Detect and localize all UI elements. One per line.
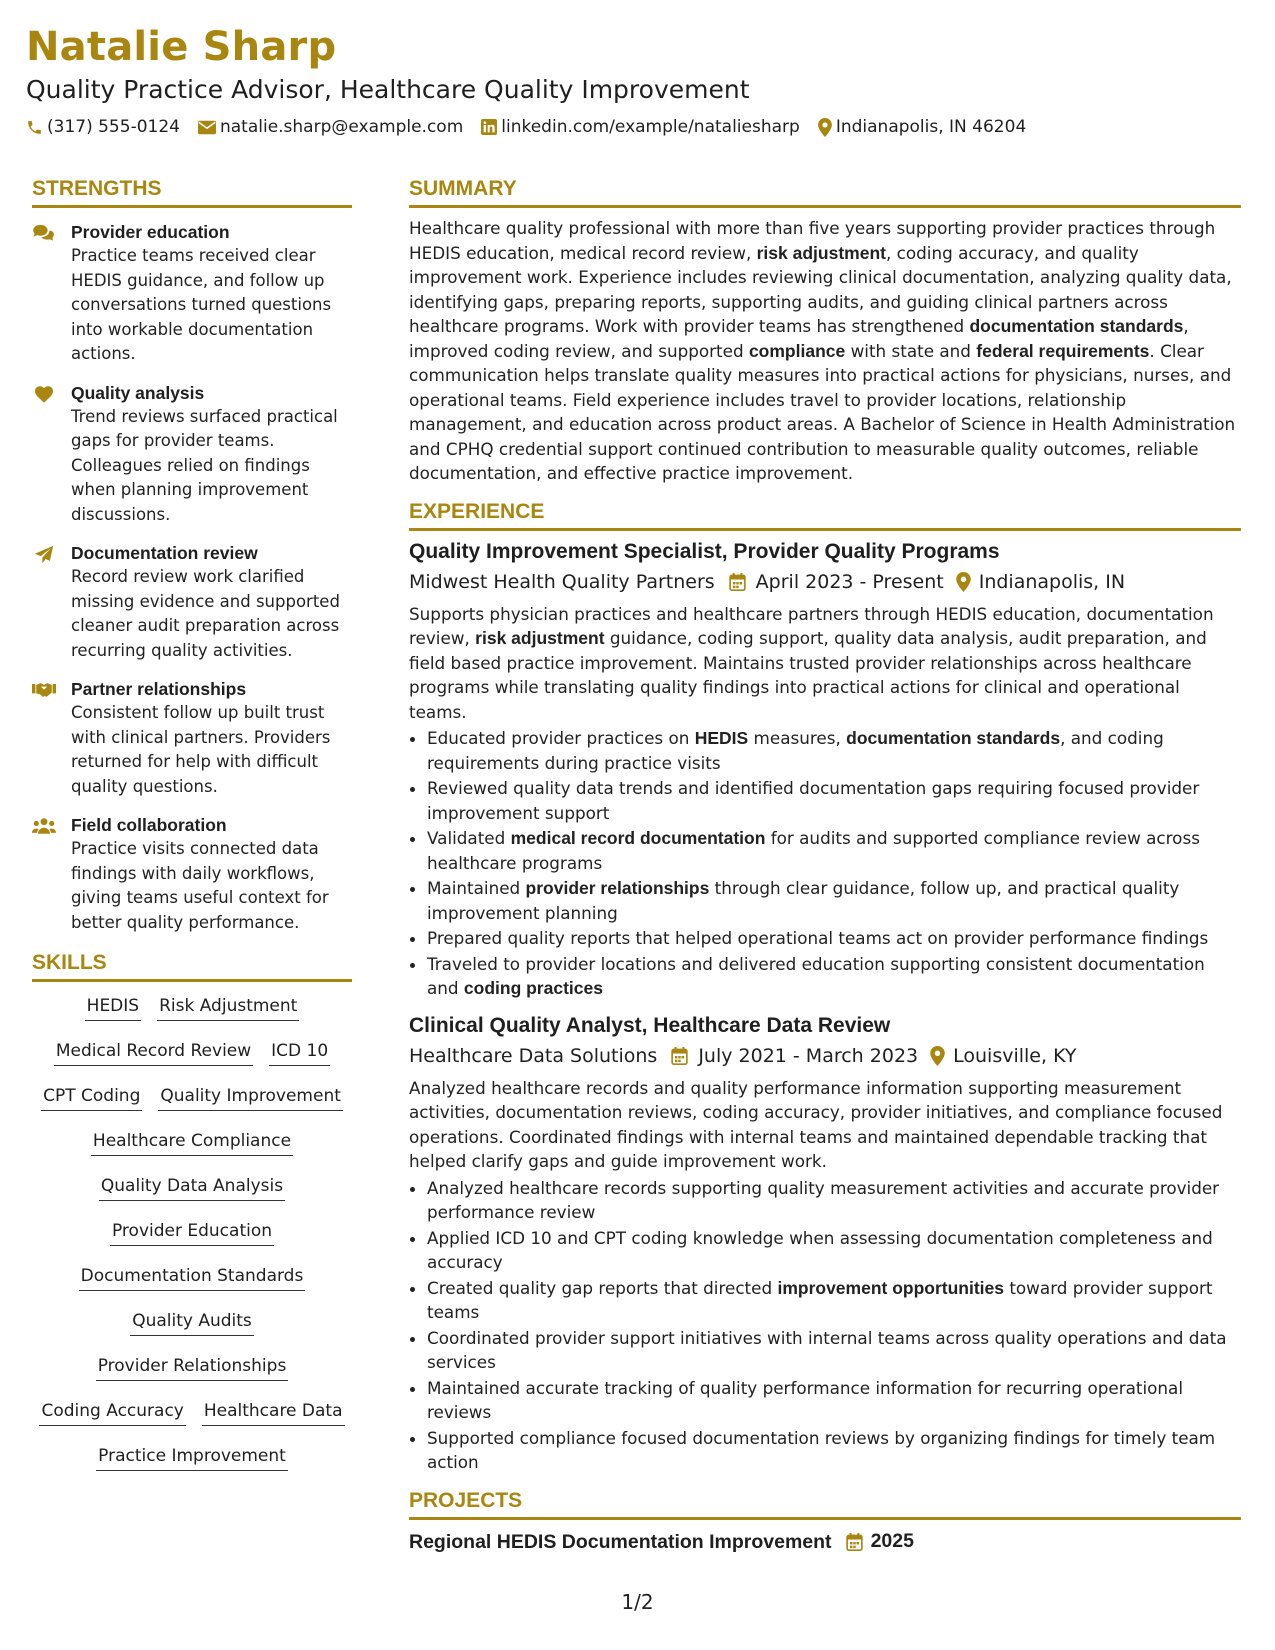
skill-tag: CPT Coding (41, 1084, 142, 1111)
bullet-item (427, 776, 1241, 825)
job-company: Healthcare Data Solutions (409, 1044, 658, 1067)
strength-item (32, 220, 352, 367)
bold-keyword: risk adjustment (475, 628, 605, 648)
strengths-list (32, 220, 352, 935)
skill-row (32, 1129, 352, 1174)
contact-linkedin-text[interactable]: linkedin.com/example/nataliesharp (501, 117, 800, 137)
project-title: Regional HEDIS Documentation Improvement (409, 1530, 832, 1553)
text-run: with state and (845, 340, 977, 361)
calendar-icon (729, 573, 746, 591)
strength-item (32, 813, 352, 935)
job-location: Louisville, KY (953, 1044, 1077, 1067)
skill-tag: Healthcare Compliance (91, 1129, 293, 1156)
job-bullets (409, 726, 1241, 1001)
strength-desc: Consistent follow up built trust with clinical partners. Providers returned for help with difficult quality questions. (71, 703, 331, 796)
text-run: Reviewed quality data trends and identified documentation gaps requiring focused provider improvement support (427, 778, 1200, 823)
contact-location (818, 114, 1026, 140)
job-company: Midwest Health Quality Partners (409, 570, 715, 593)
bullet-item (427, 926, 1241, 951)
text-run: through clear guidance, follow up, and practical quality improvement planning (427, 878, 1180, 923)
text-run: Healthcare quality professional with more than five years supporting provider practices through HEDIS education, medical record review, (409, 218, 1216, 263)
experience-heading: EXPERIENCE (409, 498, 1241, 531)
projects-heading: PROJECTS (409, 1487, 1241, 1520)
bullet-item (427, 726, 1241, 775)
strength-item (32, 677, 352, 799)
map-pin-icon (956, 572, 971, 592)
bold-keyword: medical record documentation (510, 828, 766, 848)
strength-title: Provider education (71, 222, 230, 242)
strength-desc: Practice teams received clear HEDIS guidance, and follow up conversations turned questions into workable documentation actions. (71, 246, 332, 363)
text-run: , improved coding review, and supported (409, 316, 1189, 361)
project-item (409, 1528, 1241, 1556)
bold-keyword: HEDIS (694, 728, 749, 748)
text-run: for audits and supported compliance review across healthcare programs (427, 828, 1200, 873)
skill-tag: Medical Record Review (54, 1039, 253, 1066)
calendar-icon (846, 1533, 863, 1551)
skill-tag: Quality Improvement (158, 1084, 343, 1111)
job-title: Quality Improvement Specialist, Provider Quality Programs (409, 539, 1000, 563)
heart-icon (32, 385, 56, 405)
bullet-item (427, 1376, 1241, 1425)
job-title: Clinical Quality Analyst, Healthcare Data Review (409, 1013, 891, 1037)
text-run: Supported compliance focused documentation reviews by organizing findings for timely team action (427, 1427, 1216, 1472)
text-run: Created quality gap reports that directed (427, 1277, 778, 1298)
bullet-item (427, 952, 1241, 1001)
contact-phone (26, 114, 180, 140)
text-run: . Clear communication helps translate quality measures into practical actions for physicians, nurses, and operational teams. Field experience includes travel to provider locations, relationship management, and education across product areas. A Bachelor of Science in Health Administration and CPHQ credential support continued contribution to measurable quality outcomes, reliable documentation, and effective practice improvement. (409, 340, 1236, 483)
skill-tag: Coding Accuracy (39, 1399, 185, 1426)
job-entry (409, 537, 1241, 1001)
strength-item (32, 541, 352, 663)
skill-row (32, 1174, 352, 1219)
bullet-item (427, 1426, 1241, 1475)
text-run: Analyzed healthcare records and quality performance information supporting measurement activities, documentation reviews, coding accuracy, provider initiatives, and compliance focused operations. Coordinated findings with internal teams and maintained dependable tracking that helped clarify gaps and guide improvement work. (409, 1077, 1223, 1171)
envelope-icon (198, 120, 216, 135)
strength-title: Quality analysis (71, 382, 205, 403)
text-run: toward provider support teams (427, 1277, 1213, 1322)
bullet-item (427, 1326, 1241, 1375)
job-entry (409, 1011, 1241, 1475)
experience-list (409, 537, 1241, 1475)
calendar-icon (671, 1047, 688, 1065)
left-column (32, 175, 352, 1489)
skill-tag: HEDIS (85, 994, 141, 1021)
text-run: Supports physician practices and healthcare partners through HEDIS education, documentation review, (409, 603, 1214, 648)
project-year: 2025 (870, 1530, 914, 1552)
skill-tag: Quality Data Analysis (99, 1174, 285, 1201)
job-bullets (409, 1176, 1241, 1475)
strength-desc: Trend reviews surfaced practical gaps for provider teams. Colleagues relied on findings when planning improvement discussions. (71, 406, 338, 524)
skill-row (32, 1309, 352, 1354)
strength-item (32, 381, 352, 528)
candidate-name: Natalie Sharp (26, 24, 337, 70)
bullet-item (427, 826, 1241, 875)
skill-tag: Risk Adjustment (157, 994, 299, 1021)
skill-row (32, 1444, 352, 1489)
job-location: Indianapolis, IN (978, 570, 1126, 593)
job-description (409, 602, 1241, 725)
paper-plane-icon (32, 545, 56, 565)
contact-email-text[interactable]: natalie.sharp@example.com (219, 117, 464, 137)
strength-desc: Practice visits connected data findings with daily workflows, giving teams useful context for better quality performance. (71, 839, 329, 932)
skills-list (32, 994, 352, 1489)
contact-email (198, 114, 463, 140)
text-run: measures, (748, 728, 847, 748)
bullet-item (427, 1176, 1241, 1225)
contact-bar (26, 114, 1249, 140)
skill-tag: Quality Audits (130, 1309, 254, 1336)
strength-title: Partner relationships (71, 679, 247, 699)
strengths-heading: STRENGTHS (32, 175, 352, 208)
job-meta (409, 1042, 1241, 1070)
text-run: Applied ICD 10 and CPT coding knowledge when assessing documentation completeness and accuracy (427, 1227, 1213, 1272)
skill-row (32, 1084, 352, 1129)
text-run: Educated provider practices on (427, 728, 695, 748)
bullet-item (427, 1226, 1241, 1275)
skill-tag: Documentation Standards (79, 1264, 306, 1291)
contact-linkedin (481, 114, 800, 140)
bold-keyword: federal requirements (976, 340, 1150, 361)
job-meta (409, 568, 1241, 596)
job-dates: July 2021 - March 2023 (698, 1044, 919, 1067)
phone-icon (26, 119, 43, 136)
text-run: Maintained accurate tracking of quality performance information for recurring operational reviews (427, 1377, 1183, 1422)
bullet-item (427, 1276, 1241, 1325)
comments-icon (32, 224, 56, 244)
strength-title: Field collaboration (71, 815, 227, 835)
bold-keyword: compliance (748, 340, 846, 361)
text-run: Analyzed healthcare records supporting quality measurement activities and accurate provider performance review (427, 1177, 1220, 1222)
text-run: guidance, coding support, quality data analysis, audit preparation, and field based practice improvement. Maintains trusted provider relationships across healthcare programs while translating quality findings into practical actions for clinical and operational teams. (409, 628, 1207, 722)
users-icon (32, 817, 56, 837)
text-run: Maintained (427, 878, 526, 898)
skills-heading: SKILLS (32, 949, 352, 982)
skill-tag: Provider Education (110, 1219, 274, 1246)
bold-keyword: provider relationships (525, 878, 710, 898)
resume-header (26, 22, 1249, 140)
bold-keyword: risk adjustment (756, 242, 886, 263)
bold-keyword: documentation standards (846, 728, 1061, 748)
skill-row (32, 1264, 352, 1309)
bullet-item (427, 876, 1241, 925)
strength-title: Documentation review (71, 543, 258, 563)
job-description (409, 1076, 1241, 1174)
handshake-icon (32, 681, 56, 701)
contact-location-text: Indianapolis, IN 46204 (835, 117, 1027, 137)
skill-tag: Practice Improvement (96, 1444, 288, 1471)
skill-tag: ICD 10 (269, 1039, 330, 1066)
text-run: Validated (427, 828, 511, 848)
summary-text (409, 216, 1241, 486)
job-dates: April 2023 - Present (755, 570, 944, 593)
bold-keyword: improvement opportunities (777, 1277, 1004, 1298)
text-run: Traveled to provider locations and delivered education supporting consistent documentation and (427, 953, 1205, 998)
summary-heading: SUMMARY (409, 175, 1241, 208)
text-run: , coding accuracy, and quality improvement work. Experience includes reviewing clinical documentation, analyzing quality data, identifying gaps, preparing reports, supporting audits, and guiding clinical partners across healthcare programs. Work with provider teams has strengthened (409, 242, 1232, 336)
map-pin-icon (818, 118, 832, 137)
map-pin-icon (930, 1046, 945, 1066)
strength-desc: Record review work clarified missing evidence and supported cleaner audit preparation across recurring quality activities. (71, 567, 340, 660)
text-run: , and coding requirements during practice visits (427, 728, 1164, 773)
bold-keyword: coding practices (463, 978, 603, 998)
skill-row (32, 994, 352, 1039)
page-number: 1/2 (621, 1590, 654, 1614)
text-run: Coordinated provider support initiatives with internal teams across quality operations and data services (427, 1327, 1227, 1372)
skill-tag: Provider Relationships (96, 1354, 289, 1381)
right-column (409, 175, 1241, 1556)
contact-phone-text[interactable]: (317) 555-0124 (47, 117, 180, 137)
skill-row (32, 1039, 352, 1084)
text-run: Prepared quality reports that helped operational teams act on provider performance findings (427, 928, 1209, 948)
skill-row (32, 1399, 352, 1444)
skill-row (32, 1219, 352, 1264)
bold-keyword: documentation standards (969, 316, 1184, 336)
candidate-title: Quality Practice Advisor, Healthcare Quality Improvement (26, 75, 750, 104)
linkedin-icon (481, 119, 497, 135)
skill-row (32, 1354, 352, 1399)
skill-tag: Healthcare Data (202, 1399, 345, 1426)
